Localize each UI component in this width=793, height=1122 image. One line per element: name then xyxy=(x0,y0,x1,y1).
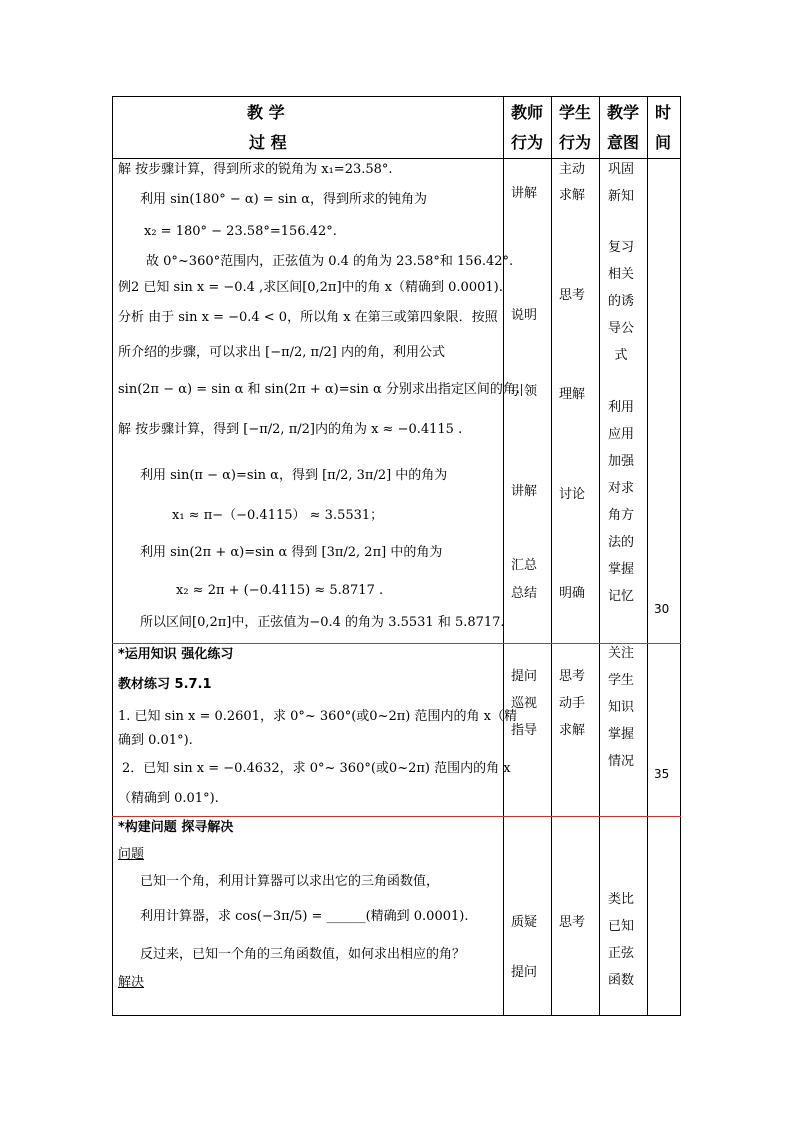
s2-line: 确到 0.01°). xyxy=(118,733,193,748)
s1-teacher-item: 讲解 xyxy=(511,484,538,499)
column-divider xyxy=(647,96,648,1016)
s1-intent-char: 利用 xyxy=(607,400,634,415)
s1-intent-char: 掌握 xyxy=(607,562,634,577)
column-divider xyxy=(551,96,552,1016)
header-time-1: 时 xyxy=(655,103,672,122)
s2-intent-char: 知识 xyxy=(607,700,634,715)
s1-intent-char: 的诱 xyxy=(607,294,634,309)
s1-intent-char: 记忆 xyxy=(607,589,634,604)
header-time-2: 间 xyxy=(655,133,672,152)
s1-teacher-item: 说明 xyxy=(511,308,538,323)
s1-intent xyxy=(604,394,638,610)
s3-problem-label: 问题 xyxy=(118,847,145,862)
s1-intent-char: 法的 xyxy=(607,535,634,550)
s1-line: x₂ = 180° − 23.58°=156.42°. xyxy=(144,224,337,239)
s1-line: 故 0°~360°范围内，正弦值为 0.4 的角为 23.58°和 156.42°. xyxy=(146,254,514,269)
s2-line: 1. 已知 sin x = 0.2601，求 0°~ 360°(或0~2π) 范围内的角 x（精 xyxy=(118,709,517,724)
s3-intent xyxy=(604,886,638,994)
s1-intent-char: 复习 xyxy=(607,240,634,255)
s1-teacher-item: 引领 xyxy=(511,384,538,399)
header-student-1: 学生 xyxy=(559,103,592,122)
s3-title: *构建问题 探寻解决 xyxy=(118,820,234,835)
s1-intent-char: 巩固 xyxy=(607,162,634,177)
s2-student-item: 动手 xyxy=(559,696,586,711)
s3-intent-char: 正弦 xyxy=(607,946,634,961)
s3-line: 反过来，已知一个角的三角函数值，如何求出相应的角？ xyxy=(140,947,466,962)
section-divider xyxy=(112,816,681,817)
s2-teacher-item: 提问 xyxy=(511,669,538,684)
s1-line: x₂ ≈ 2π + (−0.4115) ≈ 5.8717 . xyxy=(176,583,384,598)
s1-teacher-item: 总结 xyxy=(511,586,538,601)
s1-student-item: 主动 xyxy=(559,162,586,177)
s1-time: 30 xyxy=(654,602,670,616)
header-teacher-1: 教师 xyxy=(511,103,544,122)
section-divider xyxy=(112,643,681,644)
s2-intent-char: 掌握 xyxy=(607,727,634,742)
s1-intent-char: 导公 xyxy=(607,321,634,336)
header-intent-1: 教学 xyxy=(607,103,640,122)
header-divider xyxy=(112,158,681,159)
s3-teacher-item: 质疑 xyxy=(511,915,538,930)
header-process-line2: 过 程 xyxy=(249,133,287,152)
s1-line: sin(2π − α) = sin α 和 sin(2π + α)=sin α 分别求出指定区间的角. xyxy=(118,382,520,397)
s1-line: 利用 sin(π − α)=sin α，得到 [π/2, 3π/2] 中的角为 xyxy=(140,468,448,483)
s1-student-item: 明确 xyxy=(559,586,586,601)
s1-intent-char: 应用 xyxy=(607,427,634,442)
s1-intent xyxy=(604,156,638,210)
s3-intent-char: 函数 xyxy=(607,973,634,988)
s1-intent-char: 新知 xyxy=(607,189,634,204)
s1-analysis-line: 分析 由于 sin x = −0.4 < 0，所以角 x 在第三或第四象限．按照 xyxy=(118,310,498,325)
s1-intent xyxy=(604,234,638,369)
s1-intent-char: 角方 xyxy=(607,508,634,523)
s2-line: 2．已知 sin x = −0.4632，求 0°~ 360°(或0~2π) 范围内的角 x xyxy=(122,761,511,776)
s1-solve-line: 解 按步骤计算，得到 [−π/2, π/2]内的角为 x ≈ −0.4115 . xyxy=(118,422,463,437)
s1-intent-char: 式 xyxy=(614,348,628,363)
s1-teacher-item: 汇总 xyxy=(511,558,538,573)
s2-student-item: 求解 xyxy=(559,723,586,738)
s2-teacher-item: 指导 xyxy=(511,723,538,738)
header-student-2: 行为 xyxy=(559,133,592,152)
s2-line: （精确到 0.01°). xyxy=(118,791,219,806)
header-process-line1: 教 学 xyxy=(247,103,285,122)
s1-line: 利用 sin(2π + α)=sin α 得到 [3π/2, 2π] 中的角为 xyxy=(140,545,443,560)
header-teacher-2: 行为 xyxy=(511,133,544,152)
s1-line: 所介绍的步骤，可以求出 [−π/2, π/2] 内的角，利用公式 xyxy=(118,345,445,360)
s3-student-item: 思考 xyxy=(559,915,586,930)
s2-intent-char: 情况 xyxy=(607,754,634,769)
lesson-table xyxy=(112,96,681,1016)
column-divider xyxy=(599,96,600,1016)
s3-line: 利用计算器，求 cos(−3π/5) = ______(精确到 0.0001). xyxy=(140,909,469,924)
s1-student-item: 理解 xyxy=(559,387,586,402)
s2-teacher-item: 巡视 xyxy=(511,696,538,711)
s3-solve-label: 解决 xyxy=(118,975,145,990)
s1-student-item: 求解 xyxy=(559,188,586,203)
s1-line: x₁ ≈ π−（−0.4115） ≈ 3.5531； xyxy=(172,508,384,523)
s3-teacher-item: 提问 xyxy=(511,965,538,980)
column-divider xyxy=(503,96,504,1016)
s1-student-item: 思考 xyxy=(559,288,586,303)
s1-line: 利用 sin(180° − α) = sin α，得到所求的钝角为 xyxy=(140,192,427,207)
s1-line: 解 按步骤计算，得到所求的锐角为 x₁=23.58°. xyxy=(118,162,393,177)
s2-student-item: 思考 xyxy=(559,669,586,684)
s2-intent-char: 关注 xyxy=(607,646,634,661)
s1-teacher-item: 讲解 xyxy=(511,186,538,201)
s1-example-line: 例2 已知 sin x = −0.4 ,求区间[0,2π]中的角 x（精确到 0.0001). xyxy=(118,280,503,295)
s1-line: 所以区间[0,2π]中，正弦值为−0.4 的角为 3.5531 和 5.8717. xyxy=(140,615,505,630)
s3-intent-char: 类比 xyxy=(607,892,634,907)
s1-intent-char: 对求 xyxy=(607,481,634,496)
s1-intent-char: 相关 xyxy=(607,267,634,282)
s2-intent-char: 学生 xyxy=(607,673,634,688)
s2-time: 35 xyxy=(654,767,670,781)
s3-line: 已知一个角，利用计算器可以求出它的三角函数值， xyxy=(140,874,440,889)
s2-title: *运用知识 强化练习 xyxy=(118,647,234,662)
s3-intent-char: 已知 xyxy=(607,919,634,934)
header-intent-2: 意图 xyxy=(607,133,640,152)
s1-student-item: 讨论 xyxy=(559,487,586,502)
s2-intent xyxy=(604,640,638,775)
s2-subtitle: 教材练习 5.7.1 xyxy=(118,677,212,692)
s1-intent-char: 加强 xyxy=(607,454,634,469)
